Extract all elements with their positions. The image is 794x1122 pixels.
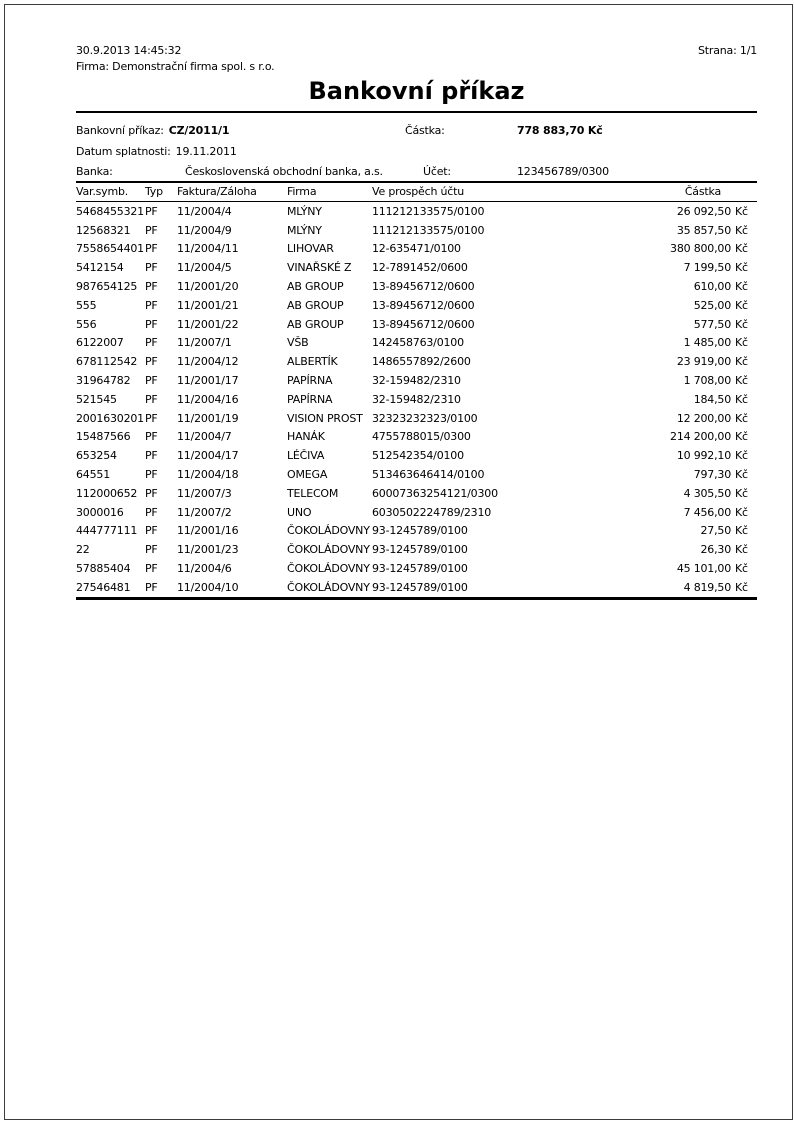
- cell-castka: 1 485,00: [683, 336, 731, 350]
- cell-typ: PF: [145, 204, 158, 218]
- cell-faktura: 11/2004/7: [177, 430, 232, 444]
- table-row: [76, 334, 757, 353]
- account-value: 123456789/0300: [517, 164, 609, 178]
- cell-varsymb: 521545: [76, 392, 117, 406]
- cell-currency: Kč: [735, 468, 748, 482]
- cell-ucet: 93-1245789/0100: [372, 524, 468, 538]
- cell-firma: OMEGA: [287, 468, 328, 482]
- cell-varsymb: 678112542: [76, 355, 138, 369]
- cell-firma: LIHOVAR: [287, 242, 334, 256]
- table-row: [76, 559, 757, 578]
- cell-firma: ALBERTÍK: [287, 355, 338, 369]
- order-number-label: Bankovní příkaz:: [76, 123, 164, 137]
- cell-ucet: 111212133575/0100: [372, 223, 485, 237]
- table-row: [76, 315, 757, 334]
- cell-currency: Kč: [735, 336, 748, 350]
- cell-typ: PF: [145, 524, 158, 538]
- cell-firma: ČOKOLÁDOVNY: [287, 580, 370, 594]
- cell-firma: AB GROUP: [287, 298, 344, 312]
- cell-ucet: 93-1245789/0100: [372, 543, 468, 557]
- cell-faktura: 11/2004/10: [177, 580, 239, 594]
- cell-currency: Kč: [735, 204, 748, 218]
- cell-varsymb: 556: [76, 317, 97, 331]
- cell-castka: 380 800,00: [670, 242, 731, 256]
- table-row: [76, 221, 757, 240]
- cell-castka: 23 919,00: [676, 355, 731, 369]
- column-header-typ: Typ: [145, 185, 163, 198]
- cell-varsymb: 5412154: [76, 261, 124, 275]
- cell-faktura: 11/2004/6: [177, 562, 232, 576]
- cell-faktura: 11/2001/21: [177, 298, 239, 312]
- cell-ucet: 93-1245789/0100: [372, 580, 468, 594]
- cell-ucet: 142458763/0100: [372, 336, 464, 350]
- cell-varsymb: 57885404: [76, 562, 131, 576]
- cell-varsymb: 12568321: [76, 223, 131, 237]
- cell-typ: PF: [145, 392, 158, 406]
- cell-currency: Kč: [735, 505, 748, 519]
- cell-currency: Kč: [735, 374, 748, 388]
- cell-ucet: 513463646414/0100: [372, 468, 485, 482]
- cell-castka: 797,30: [693, 468, 731, 482]
- table-row: [76, 446, 757, 465]
- cell-ucet: 13-89456712/0600: [372, 317, 475, 331]
- bank-label: Banka:: [76, 164, 113, 178]
- cell-varsymb: 15487566: [76, 430, 131, 444]
- cell-castka: 4 305,50: [683, 486, 731, 500]
- cell-firma: TELECOM: [287, 486, 339, 500]
- cell-typ: PF: [145, 562, 158, 576]
- company-line: Firma: Demonstrační firma spol. s r.o.: [76, 60, 275, 73]
- cell-firma: HANÁK: [287, 430, 325, 444]
- column-header-varsymb: Var.symb.: [76, 185, 129, 198]
- cell-firma: ČOKOLÁDOVNY: [287, 543, 370, 557]
- cell-typ: PF: [145, 374, 158, 388]
- cell-ucet: 32323232323/0100: [372, 411, 478, 425]
- cell-currency: Kč: [735, 449, 748, 463]
- cell-castka: 35 857,50: [676, 223, 731, 237]
- column-header-faktura: Faktura/Záloha: [177, 185, 257, 198]
- cell-firma: AB GROUP: [287, 280, 344, 294]
- cell-varsymb: 444777111: [76, 524, 138, 538]
- table-row: [76, 202, 757, 221]
- cell-ucet: 1486557892/2600: [372, 355, 471, 369]
- cell-ucet: 13-89456712/0600: [372, 280, 475, 294]
- cell-castka: 7 456,00: [683, 505, 731, 519]
- cell-currency: Kč: [735, 580, 748, 594]
- table-row: [76, 428, 757, 447]
- table-row: [76, 277, 757, 296]
- cell-castka: 525,00: [693, 298, 731, 312]
- cell-faktura: 11/2007/2: [177, 505, 232, 519]
- cell-firma: VŠB: [287, 336, 309, 350]
- table-row: [76, 540, 757, 559]
- cell-faktura: 11/2004/9: [177, 223, 232, 237]
- cell-faktura: 11/2004/5: [177, 261, 232, 275]
- cell-faktura: 11/2001/20: [177, 280, 239, 294]
- order-number-row: [76, 123, 229, 137]
- cell-ucet: 93-1245789/0100: [372, 562, 468, 576]
- report-title: Bankovní příkaz: [308, 77, 525, 105]
- cell-ucet: 32-159482/2310: [372, 374, 461, 388]
- cell-firma: ČOKOLÁDOVNY: [287, 562, 370, 576]
- cell-castka: 4 819,50: [683, 580, 731, 594]
- cell-varsymb: 7558654401: [76, 242, 144, 256]
- cell-firma: VISION PROST: [287, 411, 363, 425]
- cell-castka: 10 992,10: [676, 449, 731, 463]
- cell-varsymb: 64551: [76, 468, 110, 482]
- cell-typ: PF: [145, 223, 158, 237]
- page-number: Strana: 1/1: [698, 44, 757, 57]
- cell-firma: MLÝNY: [287, 204, 322, 218]
- cell-currency: Kč: [735, 242, 748, 256]
- cell-faktura: 11/2004/17: [177, 449, 239, 463]
- cell-ucet: 6030502224789/2310: [372, 505, 492, 519]
- cell-typ: PF: [145, 486, 158, 500]
- cell-faktura: 11/2004/4: [177, 204, 232, 218]
- cell-currency: Kč: [735, 411, 748, 425]
- cell-ucet: 60007363254121/0300: [372, 486, 498, 500]
- cell-firma: AB GROUP: [287, 317, 344, 331]
- due-date-label: Datum splatnosti:: [76, 144, 171, 158]
- order-number-value: CZ/2011/1: [168, 123, 230, 137]
- cell-firma: PAPÍRNA: [287, 374, 333, 388]
- cell-currency: Kč: [735, 280, 748, 294]
- cell-varsymb: 27546481: [76, 580, 131, 594]
- cell-typ: PF: [145, 449, 158, 463]
- cell-currency: Kč: [735, 543, 748, 557]
- cell-ucet: 32-159482/2310: [372, 392, 461, 406]
- table-row: [76, 578, 757, 597]
- cell-faktura: 11/2004/16: [177, 392, 239, 406]
- bank-row: [76, 164, 383, 178]
- cell-firma: UNO: [287, 505, 312, 519]
- cell-ucet: 4755788015/0300: [372, 430, 471, 444]
- cell-currency: Kč: [735, 355, 748, 369]
- table-row: [76, 409, 757, 428]
- cell-currency: Kč: [735, 317, 748, 331]
- cell-varsymb: 2001630201: [76, 411, 144, 425]
- cell-castka: 26 092,50: [676, 204, 731, 218]
- cell-ucet: 111212133575/0100: [372, 204, 485, 218]
- cell-currency: Kč: [735, 486, 748, 500]
- table-bottom-rule: [76, 597, 757, 600]
- cell-typ: PF: [145, 242, 158, 256]
- cell-typ: PF: [145, 430, 158, 444]
- column-header-castka: Částka: [684, 185, 721, 198]
- cell-firma: LÉČIVA: [287, 449, 325, 463]
- account-row: [423, 164, 609, 178]
- cell-faktura: 11/2001/23: [177, 543, 239, 557]
- cell-varsymb: 6122007: [76, 336, 124, 350]
- cell-typ: PF: [145, 580, 158, 594]
- column-header-firma: Firma: [287, 185, 317, 198]
- cell-typ: PF: [145, 280, 158, 294]
- cell-varsymb: 653254: [76, 449, 117, 463]
- cell-currency: Kč: [735, 298, 748, 312]
- cell-firma: VINAŘSKÉ Z: [287, 261, 352, 275]
- total-amount-row: [405, 123, 603, 137]
- table-row: [76, 484, 757, 503]
- due-date-value: 19.11.2011: [175, 144, 237, 158]
- cell-faktura: 11/2004/18: [177, 468, 239, 482]
- cell-faktura: 11/2001/17: [177, 374, 239, 388]
- cell-faktura: 11/2007/3: [177, 486, 232, 500]
- due-date-row: [76, 144, 237, 158]
- table-row: [76, 240, 757, 259]
- total-amount-label: Částka:: [405, 123, 445, 137]
- cell-varsymb: 555: [76, 298, 97, 312]
- cell-varsymb: 987654125: [76, 280, 138, 294]
- cell-typ: PF: [145, 261, 158, 275]
- cell-varsymb: 112000652: [76, 486, 138, 500]
- column-header-ucet: Ve prospěch účtu: [372, 185, 465, 198]
- cell-firma: ČOKOLÁDOVNY: [287, 524, 370, 538]
- cell-currency: Kč: [735, 223, 748, 237]
- cell-faktura: 11/2004/12: [177, 355, 239, 369]
- table-row: [76, 296, 757, 315]
- account-label: Účet:: [423, 164, 451, 178]
- table-row: [76, 371, 757, 390]
- cell-varsymb: 31964782: [76, 374, 131, 388]
- cell-ucet: 12-7891452/0600: [372, 261, 468, 275]
- cell-varsymb: 22: [76, 543, 90, 557]
- cell-castka: 7 199,50: [683, 261, 731, 275]
- order-table-header: [76, 183, 757, 200]
- bank-value: Československá obchodní banka, a.s.: [185, 164, 383, 178]
- cell-currency: Kč: [735, 261, 748, 275]
- table-row: [76, 503, 757, 522]
- total-amount-value: 778 883,70 Kč: [517, 123, 603, 137]
- cell-typ: PF: [145, 543, 158, 557]
- cell-typ: PF: [145, 355, 158, 369]
- cell-ucet: 512542354/0100: [372, 449, 464, 463]
- cell-castka: 26,30: [700, 543, 731, 557]
- cell-castka: 1 708,00: [683, 374, 731, 388]
- table-row: [76, 522, 757, 541]
- cell-castka: 12 200,00: [676, 411, 731, 425]
- cell-firma: PAPÍRNA: [287, 392, 333, 406]
- cell-typ: PF: [145, 298, 158, 312]
- cell-castka: 45 101,00: [676, 562, 731, 576]
- cell-castka: 577,50: [693, 317, 731, 331]
- cell-castka: 214 200,00: [670, 430, 731, 444]
- report-datetime: 30.9.2013 14:45:32: [76, 44, 182, 57]
- order-table-body: [76, 202, 757, 597]
- cell-currency: Kč: [735, 562, 748, 576]
- cell-typ: PF: [145, 411, 158, 425]
- table-row: [76, 258, 757, 277]
- cell-currency: Kč: [735, 524, 748, 538]
- table-row: [76, 465, 757, 484]
- cell-faktura: 11/2001/16: [177, 524, 239, 538]
- cell-faktura: 11/2004/11: [177, 242, 239, 256]
- cell-firma: MLÝNY: [287, 223, 322, 237]
- cell-currency: Kč: [735, 392, 748, 406]
- cell-castka: 184,50: [693, 392, 731, 406]
- cell-varsymb: 5468455321: [76, 204, 144, 218]
- cell-ucet: 13-89456712/0600: [372, 298, 475, 312]
- cell-varsymb: 3000016: [76, 505, 124, 519]
- cell-castka: 27,50: [700, 524, 731, 538]
- cell-ucet: 12-635471/0100: [372, 242, 461, 256]
- cell-faktura: 11/2007/1: [177, 336, 232, 350]
- cell-typ: PF: [145, 336, 158, 350]
- cell-faktura: 11/2001/19: [177, 411, 239, 425]
- cell-typ: PF: [145, 505, 158, 519]
- cell-faktura: 11/2001/22: [177, 317, 239, 331]
- table-row: [76, 390, 757, 409]
- cell-currency: Kč: [735, 430, 748, 444]
- table-row: [76, 352, 757, 371]
- cell-typ: PF: [145, 317, 158, 331]
- cell-castka: 610,00: [693, 280, 731, 294]
- cell-typ: PF: [145, 468, 158, 482]
- title-underline: [76, 111, 757, 113]
